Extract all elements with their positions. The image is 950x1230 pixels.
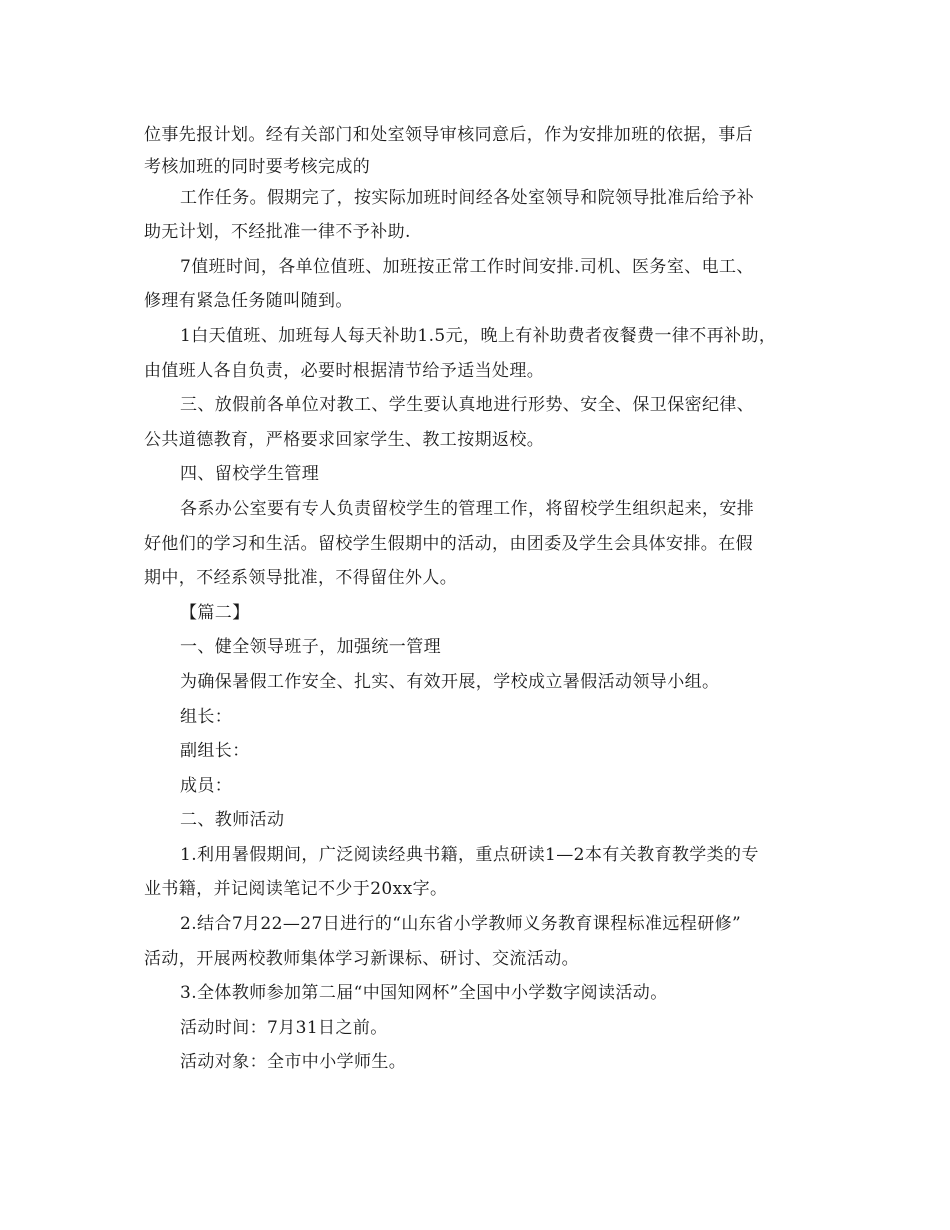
text-line: 四、留校学生管理 <box>180 464 320 485</box>
text-line: 1白天值班、加班每人每天补助1.5元，晚上有补助费者夜餐费一律不再补助， <box>180 325 777 346</box>
text-line: 工作任务。假期完了，按实际加班时间经各处室领导和院领导批准后给予补 <box>180 187 755 208</box>
text-line: 好他们的学习和生活。留校学生假期中的活动，由团委及学生会具体安排。在假 <box>144 533 753 554</box>
text-line: 二、教师活动 <box>180 810 285 831</box>
text-line: 三、放假前各单位对教工、学生要认真地进行形势、安全、保卫保密纪律、 <box>180 395 755 416</box>
text-line: 副组长： <box>180 741 250 762</box>
text-line: 考核加班的同时要考核完成的 <box>144 156 371 177</box>
text-line: 活动对象：全市中小学师生。 <box>180 1052 407 1073</box>
text-line: 公共道德教育，严格要求回家学生、教工按期返校。 <box>144 429 545 450</box>
text-line: 3.全体教师参加第二届“中国知网杯”全国中小学数字阅读活动。 <box>180 983 668 1004</box>
text-line: 各系办公室要有专人负责留校学生的管理工作，将留校学生组织起来，安排 <box>180 498 755 519</box>
text-line: 由值班人各自负责，必要时根据清节给予适当处理。 <box>144 360 545 381</box>
text-line: 位事先报计划。经有关部门和处室领导审核同意后，作为安排加班的依据，事后 <box>144 125 753 145</box>
text-line: 1.利用暑假期间，广泛阅读经典书籍，重点研读1—2本有关教育教学类的专 <box>180 844 759 865</box>
text-line: 为确保暑假工作安全、扎实、有效开展，学校成立暑假活动领导小组。 <box>180 671 720 692</box>
text-line: 2.结合7月22—27日进行的“山东省小学教师义务教育课程标准远程研修” <box>180 914 742 935</box>
text-line: 组长： <box>180 706 233 727</box>
text-line: 修理有紧急任务随叫随到。 <box>144 291 353 312</box>
text-line: 助无计划，不经批准一律不予补助. <box>144 222 411 243</box>
text-line: 活动时间：7月31日之前。 <box>180 1017 388 1038</box>
text-line: 业书籍，并记阅读笔记不少于20xx字。 <box>144 879 448 900</box>
text-line: 一、健全领导班子，加强统一管理 <box>180 637 441 658</box>
text-line: 7值班时间，各单位值班、加班按正常工作时间安排.司机、医务室、电工、 <box>180 256 754 277</box>
text-line: 【篇二】 <box>180 602 250 623</box>
text-line: 活动，开展两校教师集体学习新课标、研讨、交流活动。 <box>144 948 579 969</box>
text-line: 期中，不经系领导批准，不得留住外人。 <box>144 568 458 589</box>
document-body <box>144 118 824 1080</box>
text-line: 成员： <box>180 775 233 796</box>
